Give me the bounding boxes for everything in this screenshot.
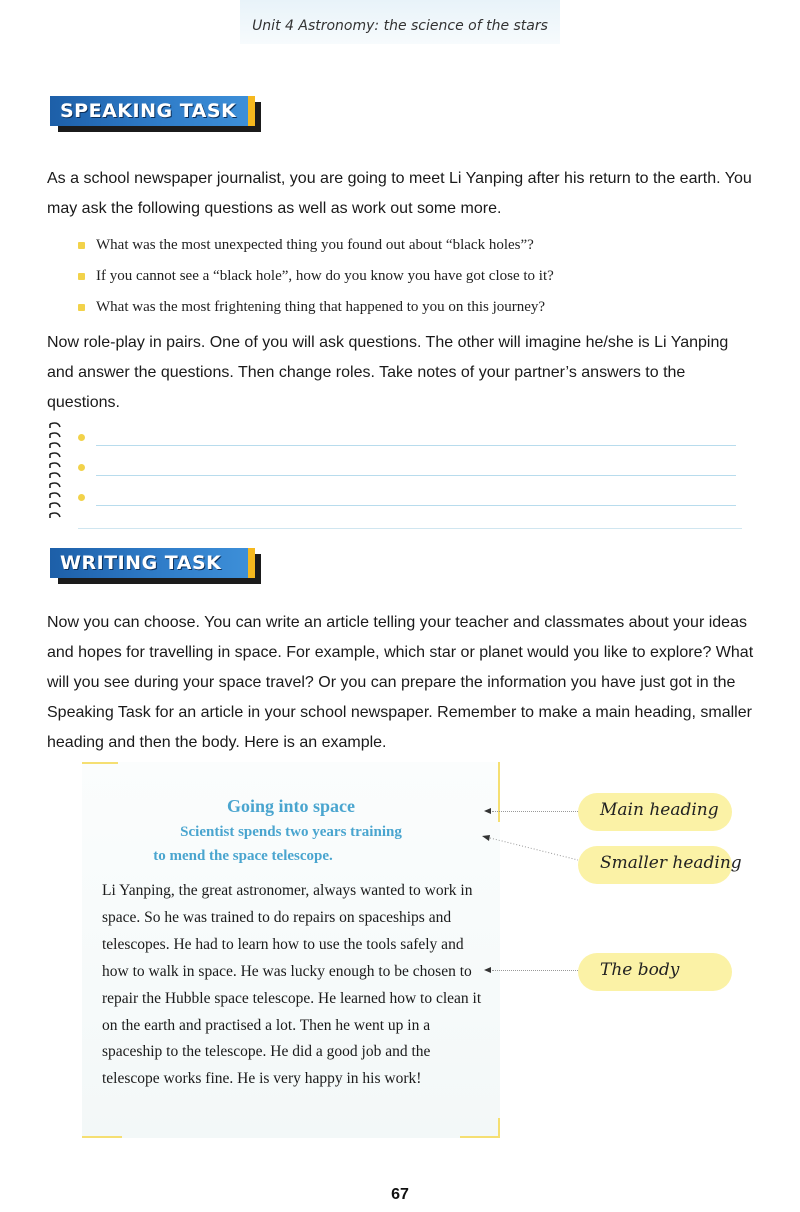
arrow-left-icon bbox=[484, 967, 491, 973]
bullet-icon bbox=[78, 273, 85, 280]
question-item: If you cannot see a “black hole”, how do you know you have got close to it? bbox=[76, 261, 756, 292]
example-article bbox=[82, 762, 500, 1138]
speaking-task-title: SPEAKING TASK bbox=[60, 100, 237, 122]
label-smaller-heading: Smaller heading bbox=[578, 846, 732, 884]
label-main-heading: Main heading bbox=[578, 793, 732, 831]
example-sub-heading-line1: Scientist spends two years training bbox=[180, 824, 402, 840]
note-bullet-icon bbox=[78, 494, 85, 501]
bullet-icon bbox=[78, 304, 85, 311]
notes-area bbox=[44, 418, 744, 530]
note-line[interactable] bbox=[96, 475, 736, 476]
arrow-left-icon bbox=[484, 808, 491, 814]
writing-task-title: WRITING TASK bbox=[60, 552, 222, 574]
pointer-line-body bbox=[492, 970, 580, 971]
example-main-heading: Going into space bbox=[226, 796, 355, 816]
unit-header bbox=[240, 0, 560, 44]
question-item: What was the most frightening thing that happened to you on this journey? bbox=[76, 292, 756, 323]
pointer-line-main bbox=[492, 811, 580, 812]
page-number: 67 bbox=[391, 1186, 409, 1203]
bullet-icon bbox=[78, 242, 85, 249]
writing-task-banner bbox=[50, 548, 260, 584]
note-bullet-icon bbox=[78, 464, 85, 471]
speaking-intro: As a school newspaper journalist, you are going to meet Li Yanping after his return to the earth. You may ask the following questions as well as work out some more. bbox=[47, 170, 752, 217]
label-body: The body bbox=[578, 953, 732, 991]
question-list bbox=[76, 230, 756, 323]
speaking-instructions: Now role-play in pairs. One of you will ask questions. The other will imagine he/she is Li Yanping and answer the questions. Then change roles. Take notes of your partner’s answers to the questions. bbox=[47, 334, 729, 411]
note-line[interactable] bbox=[96, 445, 736, 446]
note-bullet-icon bbox=[78, 434, 85, 441]
spiral-binding-icon bbox=[46, 420, 66, 526]
notes-bottom-rule bbox=[78, 528, 742, 529]
unit-title: Unit 4 Astronomy: the science of the stars bbox=[252, 18, 548, 34]
example-body: Li Yanping, the great astronomer, always wanted to work in space. So he was trained to do repairs on spaceships and telescopes. He had to learn how to use the tools safely and how to walk in space. He was lucky enough to be chosen to repair the Hubble space telescope. He learned how to clean it on the earth and practised a lot. Then he went up in a spaceship to the telescope. He did a good job and the telescope works fine. He is very happy in his work! bbox=[102, 882, 482, 1088]
writing-instructions: Now you can choose. You can write an article telling your teacher and classmates about your ideas and hopes for travelling in space. For example, which star or planet would you like to explore? What will you see during your space travel? Or you can prepare the information you have just got in the Speaking Task for an article in your school newspaper. Remember to make a main heading, smaller heading and then the body. Here is an example. bbox=[47, 614, 754, 751]
speaking-task-banner bbox=[50, 96, 260, 132]
example-sub-heading-line2: to mend the space telescope. bbox=[153, 848, 333, 864]
pointer-line-smaller bbox=[482, 834, 582, 864]
question-item: What was the most unexpected thing you found out about “black holes”? bbox=[76, 230, 756, 261]
note-line[interactable] bbox=[96, 505, 736, 506]
